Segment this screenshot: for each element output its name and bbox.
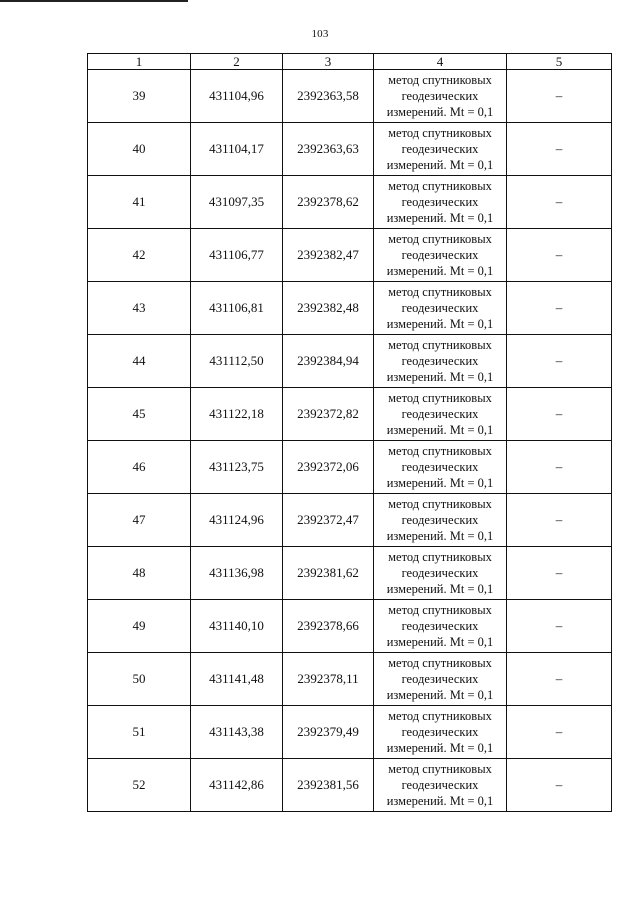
point-number-cell: 49 — [88, 600, 191, 653]
point-number-cell: 48 — [88, 547, 191, 600]
method-line: измерений. Mt = 0,1 — [386, 635, 494, 649]
page-number: 103 — [311, 28, 329, 40]
method-line: измерений. Mt = 0,1 — [386, 423, 494, 437]
table-row — [88, 547, 612, 600]
x-coordinate-cell: 431097,35 — [191, 176, 283, 229]
x-coordinate-cell: 431142,86 — [191, 759, 283, 812]
method-cell — [374, 759, 507, 812]
top-left-rule — [0, 0, 188, 2]
table-row — [88, 123, 612, 176]
method-line: геодезических — [401, 354, 479, 368]
table-header-row — [88, 54, 612, 70]
method-line: геодезических — [401, 513, 479, 527]
method-line: геодезических — [401, 778, 479, 792]
method-cell — [374, 229, 507, 282]
method-line: измерений. Mt = 0,1 — [386, 370, 494, 384]
method-cell — [374, 600, 507, 653]
y-coordinate-cell: 2392363,58 — [283, 70, 374, 123]
column-header-2: 2 — [191, 54, 283, 70]
method-line: геодезических — [401, 248, 479, 262]
method-cell — [374, 494, 507, 547]
column-header-5: 5 — [507, 54, 612, 70]
note-cell: – — [507, 706, 612, 759]
table-row — [88, 441, 612, 494]
y-coordinate-cell: 2392379,49 — [283, 706, 374, 759]
method-line: геодезических — [401, 301, 479, 315]
method-cell — [374, 176, 507, 229]
method-line: метод спутниковых — [388, 338, 492, 352]
point-number-cell: 43 — [88, 282, 191, 335]
method-line: измерений. Mt = 0,1 — [386, 317, 494, 331]
y-coordinate-cell: 2392382,47 — [283, 229, 374, 282]
point-number-cell: 46 — [88, 441, 191, 494]
method-line: геодезических — [401, 195, 479, 209]
table-body — [88, 70, 612, 812]
method-line: измерений. Mt = 0,1 — [386, 105, 494, 119]
method-cell — [374, 441, 507, 494]
method-line: метод спутниковых — [388, 709, 492, 723]
method-line: геодезических — [401, 672, 479, 686]
table-row — [88, 494, 612, 547]
table-row — [88, 229, 612, 282]
y-coordinate-cell: 2392372,06 — [283, 441, 374, 494]
column-header-3: 3 — [283, 54, 374, 70]
table-row — [88, 282, 612, 335]
x-coordinate-cell: 431112,50 — [191, 335, 283, 388]
method-line: метод спутниковых — [388, 550, 492, 564]
method-line: измерений. Mt = 0,1 — [386, 794, 494, 808]
column-header-1: 1 — [88, 54, 191, 70]
method-line: метод спутниковых — [388, 126, 492, 140]
note-cell: – — [507, 229, 612, 282]
note-cell: – — [507, 653, 612, 706]
method-line: метод спутниковых — [388, 762, 492, 776]
method-line: метод спутниковых — [388, 497, 492, 511]
x-coordinate-cell: 431124,96 — [191, 494, 283, 547]
method-line: геодезических — [401, 142, 479, 156]
method-line: измерений. Mt = 0,1 — [386, 476, 494, 490]
method-line: геодезических — [401, 566, 479, 580]
note-cell: – — [507, 600, 612, 653]
note-cell: – — [507, 547, 612, 600]
point-number-cell: 47 — [88, 494, 191, 547]
table-row — [88, 706, 612, 759]
method-line: геодезических — [401, 407, 479, 421]
column-header-4: 4 — [374, 54, 507, 70]
method-line: измерений. Mt = 0,1 — [386, 741, 494, 755]
method-cell — [374, 335, 507, 388]
y-coordinate-cell: 2392372,82 — [283, 388, 374, 441]
x-coordinate-cell: 431141,48 — [191, 653, 283, 706]
method-cell — [374, 123, 507, 176]
point-number-cell: 41 — [88, 176, 191, 229]
method-line: измерений. Mt = 0,1 — [386, 211, 494, 225]
point-number-cell: 50 — [88, 653, 191, 706]
y-coordinate-cell: 2392363,63 — [283, 123, 374, 176]
method-cell — [374, 547, 507, 600]
table-row — [88, 335, 612, 388]
method-line: геодезических — [401, 89, 479, 103]
method-line: геодезических — [401, 460, 479, 474]
method-cell — [374, 282, 507, 335]
table-row — [88, 176, 612, 229]
note-cell: – — [507, 494, 612, 547]
x-coordinate-cell: 431122,18 — [191, 388, 283, 441]
y-coordinate-cell: 2392381,56 — [283, 759, 374, 812]
method-line: метод спутниковых — [388, 179, 492, 193]
method-cell — [374, 706, 507, 759]
point-number-cell: 45 — [88, 388, 191, 441]
method-line: метод спутниковых — [388, 285, 492, 299]
x-coordinate-cell: 431136,98 — [191, 547, 283, 600]
x-coordinate-cell: 431123,75 — [191, 441, 283, 494]
point-number-cell: 52 — [88, 759, 191, 812]
method-line: измерений. Mt = 0,1 — [386, 529, 494, 543]
method-cell — [374, 70, 507, 123]
method-line: измерений. Mt = 0,1 — [386, 582, 494, 596]
note-cell: – — [507, 441, 612, 494]
y-coordinate-cell: 2392378,62 — [283, 176, 374, 229]
method-line: метод спутниковых — [388, 232, 492, 246]
method-line: метод спутниковых — [388, 656, 492, 670]
y-coordinate-cell: 2392381,62 — [283, 547, 374, 600]
x-coordinate-cell: 431106,77 — [191, 229, 283, 282]
method-line: метод спутниковых — [388, 391, 492, 405]
method-line: метод спутниковых — [388, 603, 492, 617]
point-number-cell: 40 — [88, 123, 191, 176]
method-line: измерений. Mt = 0,1 — [386, 688, 494, 702]
y-coordinate-cell: 2392384,94 — [283, 335, 374, 388]
table-row — [88, 653, 612, 706]
y-coordinate-cell: 2392378,66 — [283, 600, 374, 653]
point-number-cell: 39 — [88, 70, 191, 123]
coordinates-table — [87, 53, 612, 812]
note-cell: – — [507, 70, 612, 123]
x-coordinate-cell: 431104,17 — [191, 123, 283, 176]
point-number-cell: 51 — [88, 706, 191, 759]
y-coordinate-cell: 2392372,47 — [283, 494, 374, 547]
note-cell: – — [507, 282, 612, 335]
method-line: измерений. Mt = 0,1 — [386, 264, 494, 278]
x-coordinate-cell: 431140,10 — [191, 600, 283, 653]
method-line: метод спутниковых — [388, 73, 492, 87]
method-line: измерений. Mt = 0,1 — [386, 158, 494, 172]
method-cell — [374, 653, 507, 706]
y-coordinate-cell: 2392378,11 — [283, 653, 374, 706]
y-coordinate-cell: 2392382,48 — [283, 282, 374, 335]
table-row — [88, 70, 612, 123]
point-number-cell: 42 — [88, 229, 191, 282]
point-number-cell: 44 — [88, 335, 191, 388]
method-line: метод спутниковых — [388, 444, 492, 458]
table-row — [88, 388, 612, 441]
x-coordinate-cell: 431104,96 — [191, 70, 283, 123]
table-row — [88, 759, 612, 812]
note-cell: – — [507, 176, 612, 229]
table-row — [88, 600, 612, 653]
note-cell: – — [507, 335, 612, 388]
x-coordinate-cell: 431143,38 — [191, 706, 283, 759]
note-cell: – — [507, 123, 612, 176]
method-cell — [374, 388, 507, 441]
note-cell: – — [507, 759, 612, 812]
method-line: геодезических — [401, 725, 479, 739]
x-coordinate-cell: 431106,81 — [191, 282, 283, 335]
method-line: геодезических — [401, 619, 479, 633]
note-cell: – — [507, 388, 612, 441]
